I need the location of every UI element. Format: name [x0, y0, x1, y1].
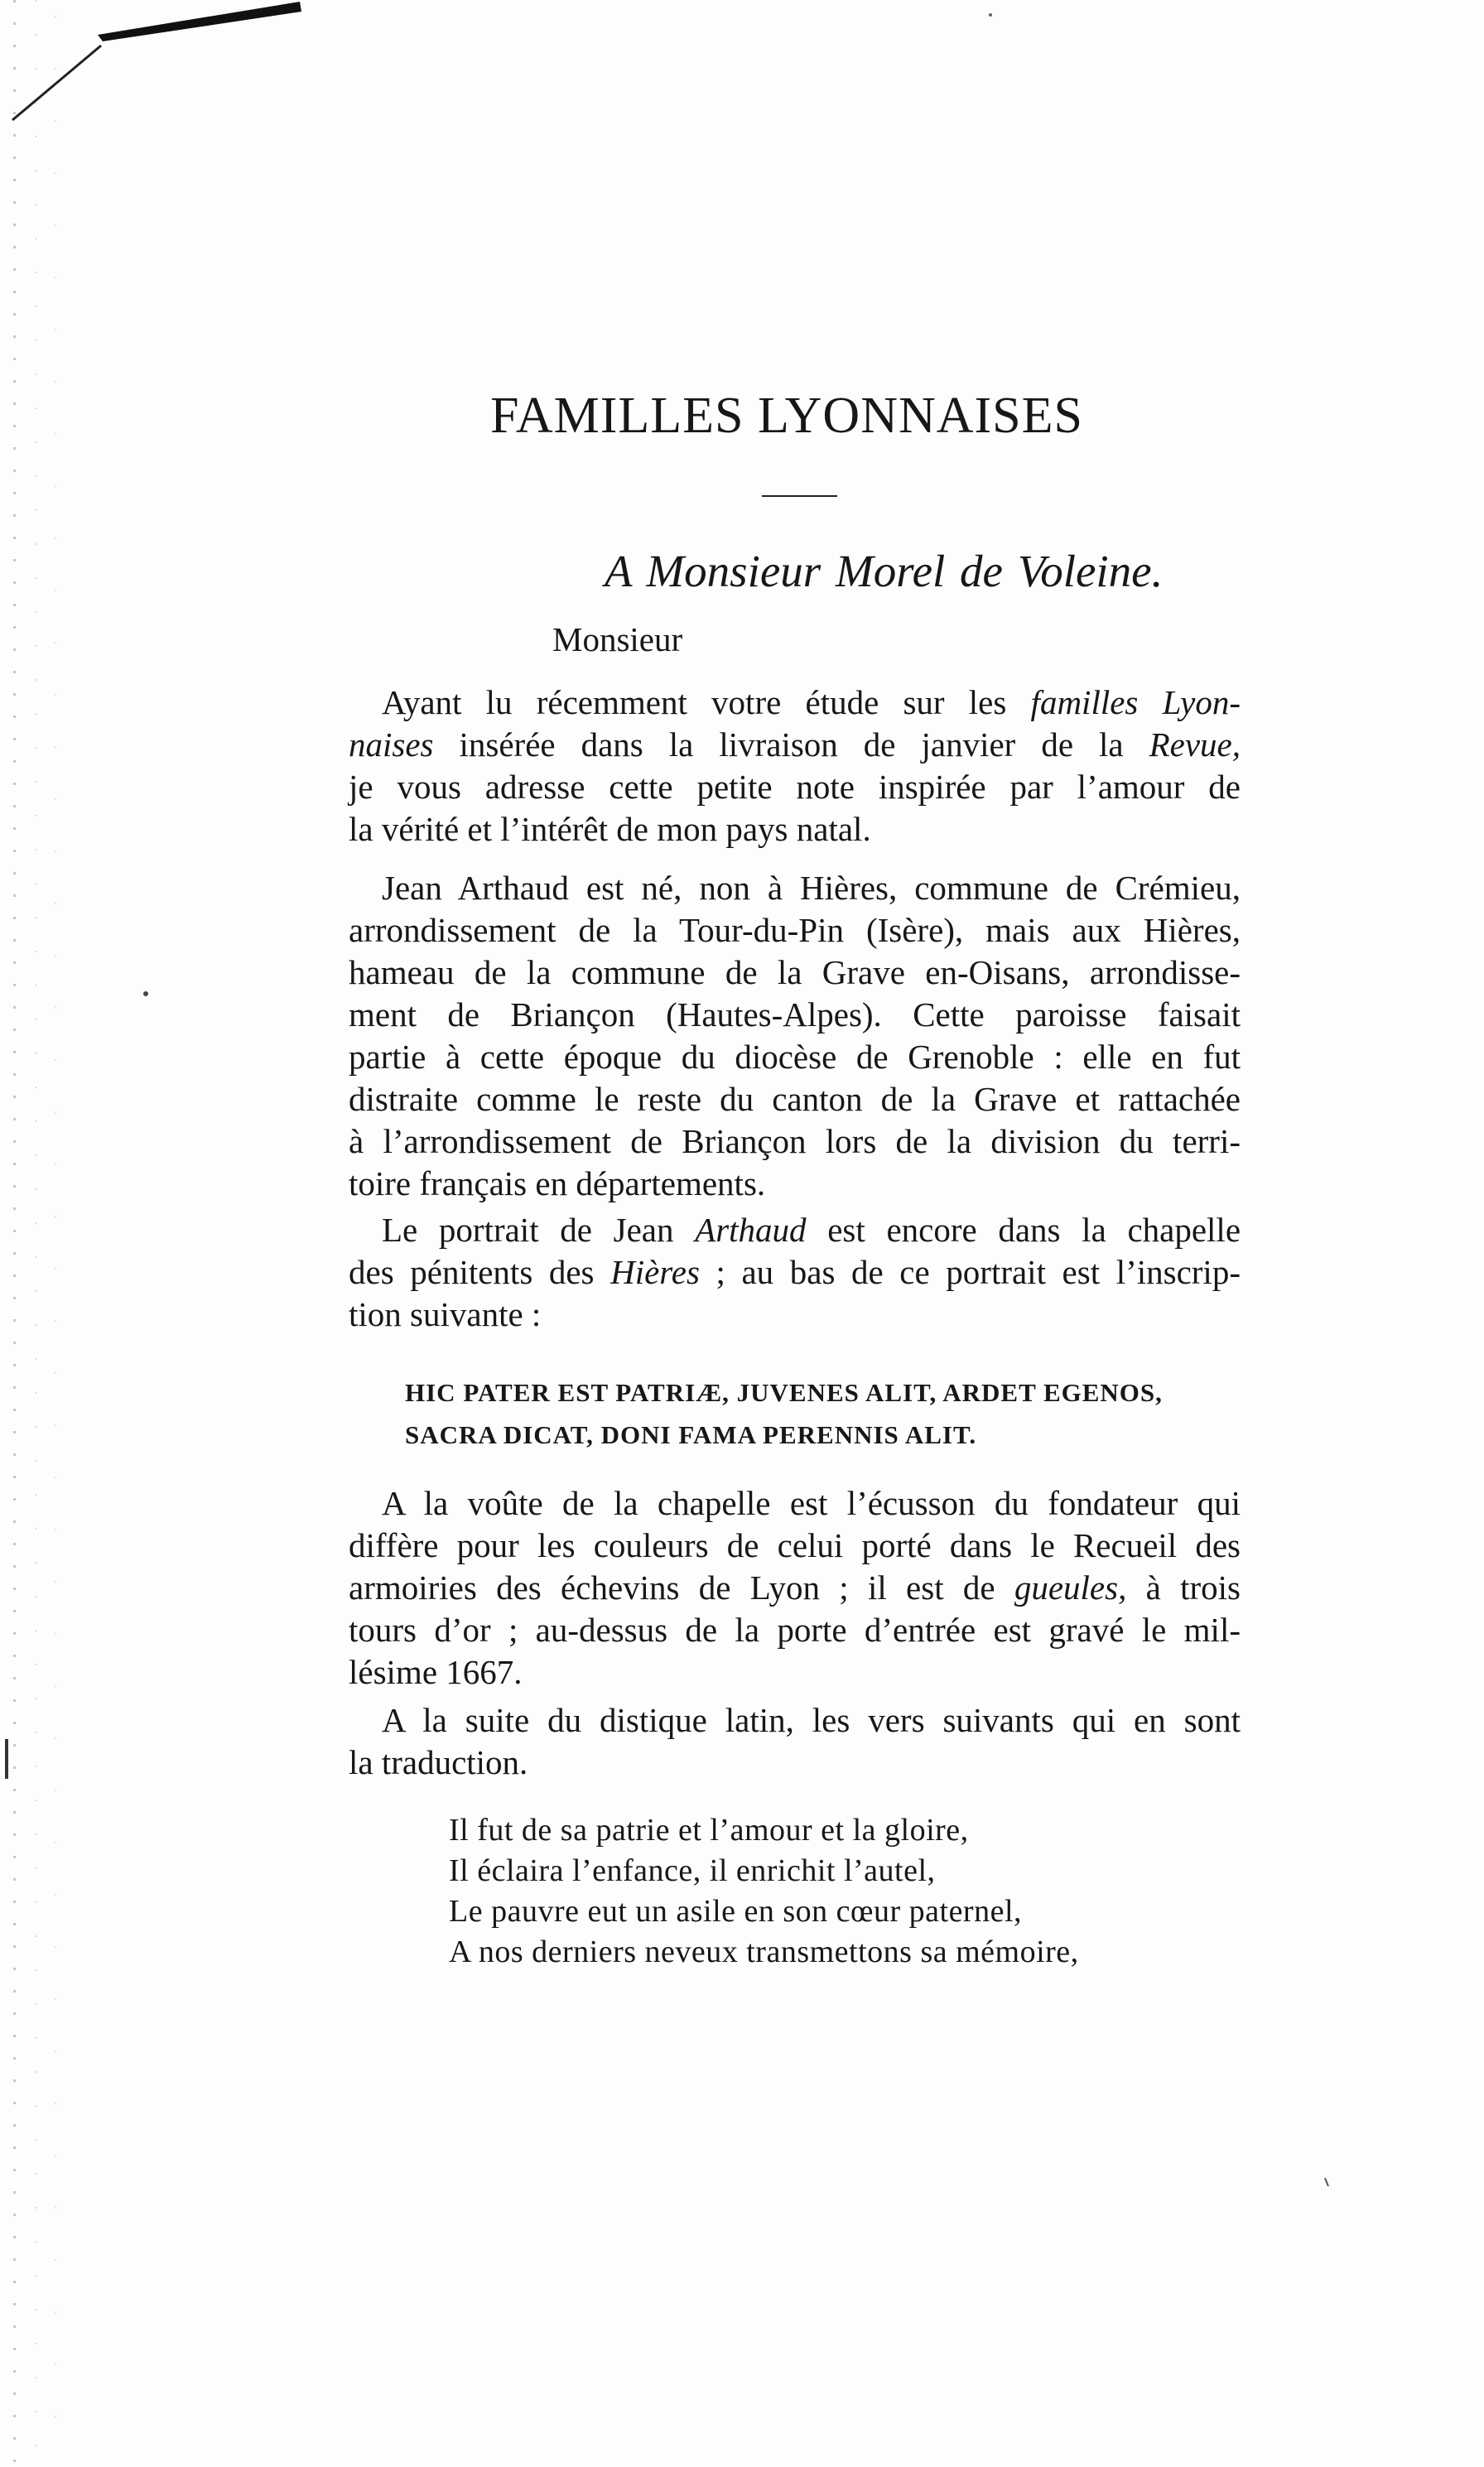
paragraph — [349, 1482, 1241, 1694]
text-run: la vérité et l’intérêt de mon pays natal. — [349, 810, 871, 848]
salutation: Monsieur — [552, 620, 683, 658]
text-line — [349, 1651, 1241, 1694]
text-run: à l’arrondissement de Briançon lors de la division du terri- — [349, 1122, 1241, 1160]
text-run: toire français en départements. — [349, 1164, 766, 1202]
text-line — [349, 909, 1241, 952]
text-line — [349, 1251, 1241, 1294]
italic-run: Arthaud — [695, 1211, 807, 1249]
text-line — [349, 1609, 1241, 1651]
italic-run: gueules, — [1014, 1568, 1127, 1607]
text-run: Jean Arthaud est né, non à Hières, commune de Crémieu, — [382, 869, 1241, 907]
text-line — [349, 682, 1241, 724]
inscription-line: SACRA DICAT, DONI FAMA PERENNIS ALIT. — [405, 1420, 977, 1449]
title-rule — [762, 495, 837, 497]
text-line — [349, 994, 1241, 1036]
text-line — [349, 1078, 1241, 1120]
verse-line: Le pauvre eut un asile en son cœur paternel, — [449, 1894, 1023, 1929]
text-line — [349, 1567, 1241, 1609]
text-run: des pénitents des — [349, 1253, 611, 1291]
text-line — [349, 1482, 1241, 1525]
inscription-line: HIC PATER EST PATRIÆ, JUVENES ALIT, ARDET EGENOS, — [405, 1378, 1163, 1407]
latin-inscription — [405, 1371, 1163, 1456]
text-run: lésime 1667. — [349, 1653, 523, 1691]
text-line — [349, 1163, 1241, 1205]
paragraph — [349, 682, 1241, 850]
scan-speck — [143, 991, 148, 996]
paragraph — [349, 1699, 1241, 1784]
scan-mark-top-stroke — [98, 2, 301, 41]
text-run: est encore dans la chapelle — [806, 1211, 1241, 1249]
text-run: Ayant lu récemment votre étude sur les — [382, 683, 1031, 721]
text-run: A la voûte de la chapelle est l’écusson du fondateur qui — [382, 1484, 1241, 1522]
text-line — [349, 867, 1241, 909]
text-run: insérée dans la livraison de janvier de la — [433, 725, 1149, 764]
text-run: A la suite du distique latin, les vers suivants qui en sont — [382, 1701, 1241, 1739]
text-line — [349, 952, 1241, 994]
text-line — [349, 1209, 1241, 1251]
italic-run: naises — [349, 725, 434, 764]
verse-line: Il éclaira l’enfance, il enrichit l’autel, — [449, 1853, 936, 1888]
text-line — [349, 1525, 1241, 1567]
text-line — [349, 808, 1241, 850]
text-line — [349, 766, 1241, 808]
text-run: arrondissement de la Tour-du-Pin (Isère), mais aux Hières, — [349, 911, 1241, 949]
verse-line: A nos derniers neveux transmettons sa mémoire, — [449, 1935, 1079, 1969]
text-line — [349, 1036, 1241, 1078]
scan-mark-diagonal — [12, 46, 101, 120]
paragraph — [349, 1209, 1241, 1336]
dedication: A Monsieur Morel de Voleine. — [605, 546, 1164, 596]
text-run: distraite comme le reste du canton de la Grave et rattachée — [349, 1080, 1241, 1118]
verse-translation — [449, 1810, 1079, 1973]
verse-line: Il fut de sa patrie et l’amour et la gloire, — [449, 1813, 969, 1848]
italic-run: Hières — [610, 1253, 700, 1291]
text-line — [349, 1120, 1241, 1163]
text-line — [349, 1294, 1241, 1336]
text-run: diffère pour les couleurs de celui porté dans le Recueil des — [349, 1526, 1241, 1564]
text-run: tion suivante : — [349, 1295, 542, 1333]
text-run: la traduction. — [349, 1743, 528, 1781]
text-run: tours d’or ; au-dessus de la porte d’entrée est gravé le mil- — [349, 1611, 1241, 1649]
text-run: partie à cette époque du diocèse de Grenoble : elle en fut — [349, 1038, 1241, 1076]
paragraph — [349, 867, 1241, 1205]
text-run: je vous adresse cette petite note inspirée par l’amour de — [349, 768, 1241, 806]
scan-speck — [989, 13, 992, 17]
text-line — [349, 1742, 1241, 1784]
page-title: FAMILLES LYONNAISES — [489, 388, 1084, 444]
text-line — [349, 1699, 1241, 1742]
scan-speck — [1325, 2178, 1328, 2186]
italic-run: familles Lyon- — [1030, 683, 1241, 721]
text-run: ; au bas de ce portrait est l’inscrip- — [699, 1253, 1241, 1291]
text-run: hameau de la commune de la Grave en-Oisans, arrondisse- — [349, 953, 1241, 991]
text-run: Le portrait de Jean — [382, 1211, 696, 1249]
text-run: à trois — [1126, 1568, 1241, 1607]
text-run: armoiries des échevins de Lyon ; il est de — [349, 1568, 1014, 1607]
text-line — [349, 724, 1241, 766]
italic-run: Revue, — [1149, 725, 1241, 764]
text-run: ment de Briançon (Hautes-Alpes). Cette paroisse faisait — [349, 995, 1241, 1034]
